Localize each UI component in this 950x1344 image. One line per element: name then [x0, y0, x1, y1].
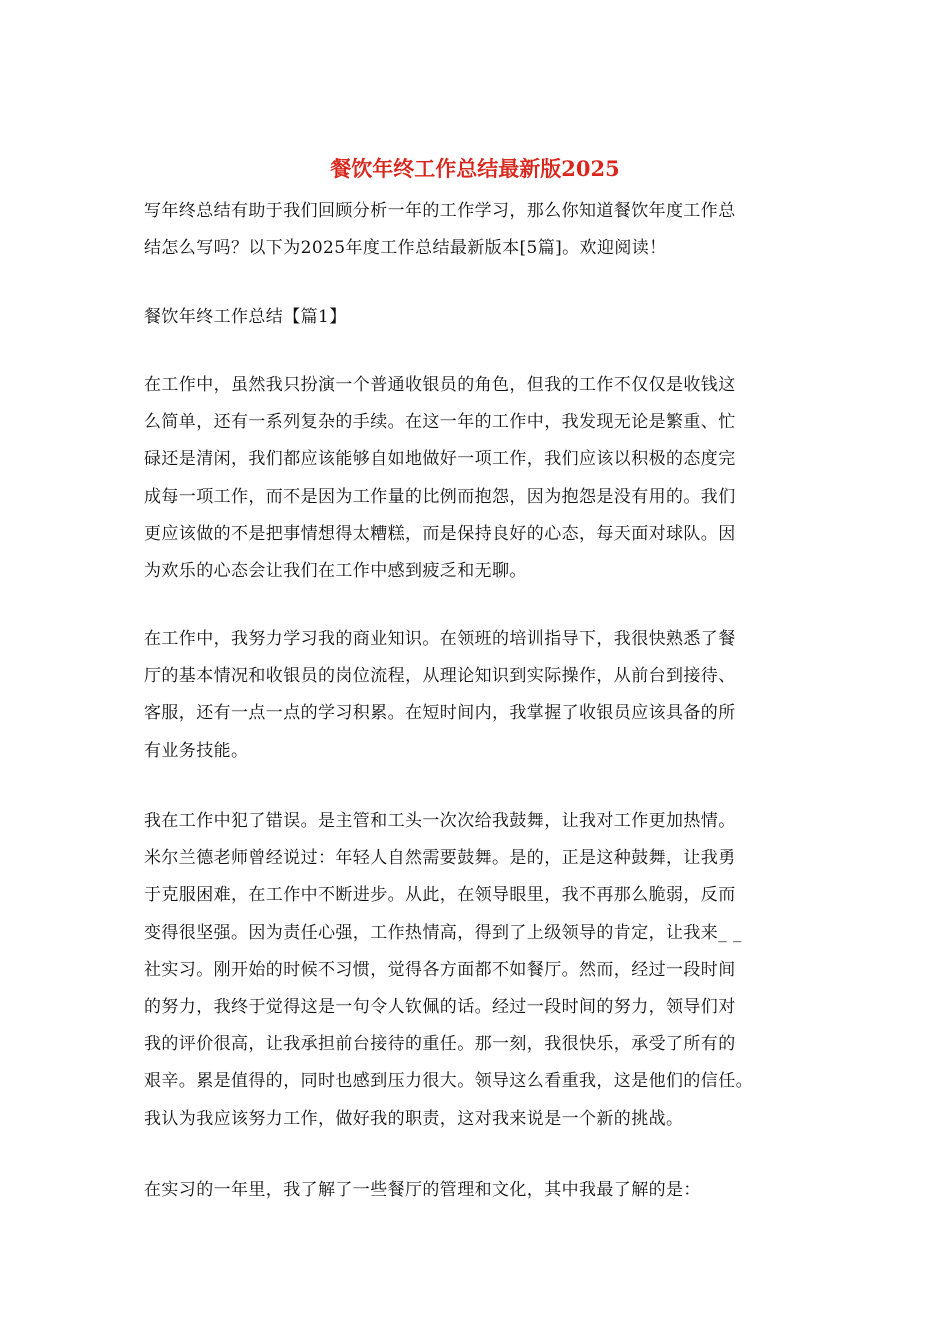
intro-paragraph: [144, 193, 812, 267]
body-paragraph-1: [144, 367, 812, 590]
paragraph-line: 在工作中，我努力学习我的商业知识。在领班的培训指导下，我很快熟悉了餐: [144, 629, 736, 649]
paragraph-line: 么简单，还有一系列复杂的手续。在这一年的工作中，我发现无论是繁重、忙: [144, 412, 736, 433]
paragraph-line: 的努力，我终于觉得这是一句令人钦佩的话。经过一段时间的努力，领导们对: [144, 997, 736, 1018]
paragraph-line: 在实习的一年里，我了解了一些餐厅的管理和文化，其中我最了解的是：: [144, 1180, 701, 1200]
paragraph-line: 有业务技能。: [144, 740, 249, 761]
paragraph-line: 在工作中，虽然我只扮演一个普通收银员的角色，但我的工作不仅仅是收钱这: [144, 375, 736, 395]
body-paragraph-2: [144, 621, 812, 770]
paragraph-line: 为欢乐的心态会让我们在工作中感到疲乏和无聊。: [144, 561, 527, 582]
section-heading-text: 餐饮年终工作总结【篇1】: [144, 307, 347, 327]
paragraph-line: 艰辛。累是值得的，同时也感到压力很大。领导这么看重我，这是他们的信任。: [144, 1071, 753, 1092]
paragraph-line: 客服，还有一点一点的学习积累。在短时间内，我掌握了收银员应该具备的所: [144, 703, 736, 724]
paragraph-line: 成每一项工作，而不是因为工作量的比例而抱怨，因为抱怨是没有用的。我们: [144, 486, 736, 507]
paragraph-line: 我认为我应该努力工作，做好我的职责，这对我来说是一个新的挑战。: [144, 1108, 684, 1129]
intro-line: 结怎么写吗？以下为2025年度工作总结最新版本[5篇]。欢迎阅读！: [144, 238, 667, 259]
body-paragraph-3: [144, 803, 812, 1138]
paragraph-line: 米尔兰德老师曾经说过：年轻人自然需要鼓舞。是的，正是这种鼓舞，让我勇: [144, 848, 736, 869]
document-title: 餐饮年终工作总结最新版2025: [330, 156, 620, 181]
paragraph-line: 我的评价很高，让我承担前台接待的重任。那一刻，我很快乐，承受了所有的: [144, 1034, 736, 1055]
paragraph-line: 厅的基本情况和收银员的岗位流程，从理论知识到实际操作，从前台到接待、: [144, 666, 736, 687]
paragraph-line: 我在工作中犯了错误。是主管和工头一次次给我鼓舞，让我对工作更加热情。: [144, 811, 736, 831]
paragraph-line: 于克服困难，在工作中不断进步。从此，在领导眼里，我不再那么脆弱，反而: [144, 885, 736, 906]
intro-line: 写年终总结有助于我们回顾分析一年的工作学习，那么你知道餐饮年度工作总: [144, 201, 736, 221]
paragraph-line: 变得很坚强。因为责任心强，工作热情高，得到了上级领导的肯定，让我来_ _: [144, 922, 742, 943]
body-paragraph-4: [144, 1172, 812, 1209]
paragraph-line: 碌还是清闲，我们都应该能够自如地做好一项工作，我们应该以积极的态度完: [144, 449, 736, 470]
paragraph-line: 更应该做的不是把事情想得太糟糕，而是保持良好的心态，每天面对球队。因: [144, 523, 736, 544]
paragraph-line: 社实习。刚开始的时候不习惯，觉得各方面都不如餐厅。然而，经过一段时间: [144, 959, 736, 980]
section-heading: [144, 299, 812, 336]
